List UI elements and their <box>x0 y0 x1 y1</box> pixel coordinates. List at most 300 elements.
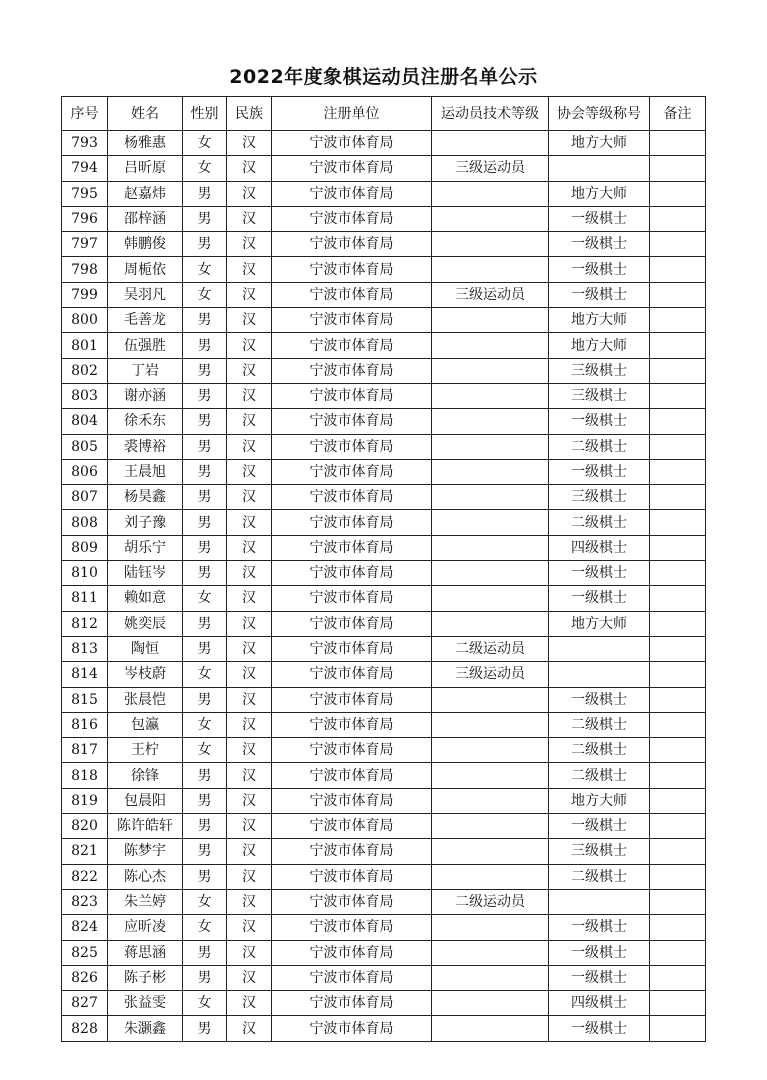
unit-cell: 宁波市体育局 <box>272 181 432 206</box>
unit-cell: 宁波市体育局 <box>272 636 432 661</box>
table-row <box>62 434 706 459</box>
gender-cell: 女 <box>183 991 227 1016</box>
seq-cell: 801 <box>62 333 108 358</box>
athlete-grade-cell <box>432 459 549 484</box>
ethnicity-cell: 汉 <box>227 1016 272 1041</box>
gender-cell: 男 <box>183 510 227 535</box>
header-gender: 性别 <box>183 97 227 131</box>
name-cell: 陈许皓轩 <box>108 814 183 839</box>
ethnicity-cell: 汉 <box>227 864 272 889</box>
seq-cell: 793 <box>62 131 108 156</box>
gender-cell: 女 <box>183 282 227 307</box>
name-cell: 刘子豫 <box>108 510 183 535</box>
gender-cell: 女 <box>183 889 227 914</box>
ethnicity-cell: 汉 <box>227 409 272 434</box>
unit-cell: 宁波市体育局 <box>272 535 432 560</box>
athlete-grade-cell <box>432 687 549 712</box>
seq-cell: 808 <box>62 510 108 535</box>
association-title-cell: 三级棋士 <box>549 839 650 864</box>
ethnicity-cell: 汉 <box>227 662 272 687</box>
athlete-grade-cell <box>432 915 549 940</box>
association-title-cell: 三级棋士 <box>549 383 650 408</box>
athlete-grade-cell <box>432 864 549 889</box>
ethnicity-cell: 汉 <box>227 636 272 661</box>
table-row <box>62 687 706 712</box>
athlete-grade-cell <box>432 358 549 383</box>
unit-cell: 宁波市体育局 <box>272 864 432 889</box>
association-title-cell: 一级棋士 <box>549 965 650 990</box>
unit-cell: 宁波市体育局 <box>272 257 432 282</box>
unit-cell: 宁波市体育局 <box>272 459 432 484</box>
seq-cell: 807 <box>62 485 108 510</box>
athlete-grade-cell <box>432 763 549 788</box>
association-title-cell: 四级棋士 <box>549 535 650 560</box>
unit-cell: 宁波市体育局 <box>272 232 432 257</box>
ethnicity-cell: 汉 <box>227 889 272 914</box>
remarks-cell <box>650 434 706 459</box>
table-row <box>62 156 706 181</box>
unit-cell: 宁波市体育局 <box>272 662 432 687</box>
seq-cell: 819 <box>62 788 108 813</box>
ethnicity-cell: 汉 <box>227 814 272 839</box>
gender-cell: 男 <box>183 687 227 712</box>
unit-cell: 宁波市体育局 <box>272 712 432 737</box>
table-row <box>62 232 706 257</box>
table-row <box>62 459 706 484</box>
remarks-cell <box>650 940 706 965</box>
remarks-cell <box>650 131 706 156</box>
unit-cell: 宁波市体育局 <box>272 586 432 611</box>
seq-cell: 825 <box>62 940 108 965</box>
table-row <box>62 662 706 687</box>
athlete-grade-cell: 二级运动员 <box>432 889 549 914</box>
header-remarks: 备注 <box>650 97 706 131</box>
unit-cell: 宁波市体育局 <box>272 763 432 788</box>
remarks-cell <box>650 561 706 586</box>
association-title-cell: 一级棋士 <box>549 940 650 965</box>
gender-cell: 男 <box>183 940 227 965</box>
unit-cell: 宁波市体育局 <box>272 308 432 333</box>
name-cell: 吴羽凡 <box>108 282 183 307</box>
ethnicity-cell: 汉 <box>227 485 272 510</box>
association-title-cell: 二级棋士 <box>549 712 650 737</box>
athlete-grade-cell <box>432 738 549 763</box>
unit-cell: 宁波市体育局 <box>272 839 432 864</box>
athlete-grade-cell <box>432 383 549 408</box>
unit-cell: 宁波市体育局 <box>272 510 432 535</box>
unit-cell: 宁波市体育局 <box>272 611 432 636</box>
table-row <box>62 561 706 586</box>
gender-cell: 男 <box>183 788 227 813</box>
header-athlete-grade: 运动员技术等级 <box>432 97 549 131</box>
athlete-grade-cell <box>432 940 549 965</box>
seq-cell: 812 <box>62 611 108 636</box>
seq-cell: 797 <box>62 232 108 257</box>
unit-cell: 宁波市体育局 <box>272 434 432 459</box>
remarks-cell <box>650 181 706 206</box>
ethnicity-cell: 汉 <box>227 206 272 231</box>
name-cell: 陈梦宇 <box>108 839 183 864</box>
name-cell: 周栀依 <box>108 257 183 282</box>
unit-cell: 宁波市体育局 <box>272 915 432 940</box>
name-cell: 杨昊鑫 <box>108 485 183 510</box>
remarks-cell <box>650 206 706 231</box>
table-row <box>62 383 706 408</box>
remarks-cell <box>650 156 706 181</box>
remarks-cell <box>650 1016 706 1041</box>
roster-body <box>62 131 706 1042</box>
gender-cell: 男 <box>183 206 227 231</box>
association-title-cell <box>549 156 650 181</box>
table-row <box>62 915 706 940</box>
name-cell: 王晨旭 <box>108 459 183 484</box>
athlete-grade-cell <box>432 232 549 257</box>
unit-cell: 宁波市体育局 <box>272 485 432 510</box>
association-title-cell <box>549 636 650 661</box>
name-cell: 杨雅惠 <box>108 131 183 156</box>
remarks-cell <box>650 763 706 788</box>
table-row <box>62 257 706 282</box>
ethnicity-cell: 汉 <box>227 131 272 156</box>
table-row <box>62 131 706 156</box>
gender-cell: 男 <box>183 763 227 788</box>
seq-cell: 805 <box>62 434 108 459</box>
header-seq: 序号 <box>62 97 108 131</box>
athlete-grade-cell <box>432 788 549 813</box>
gender-cell: 男 <box>183 409 227 434</box>
gender-cell: 男 <box>183 611 227 636</box>
unit-cell: 宁波市体育局 <box>272 940 432 965</box>
gender-cell: 女 <box>183 257 227 282</box>
association-title-cell: 二级棋士 <box>549 434 650 459</box>
unit-cell: 宁波市体育局 <box>272 206 432 231</box>
athlete-grade-cell <box>432 131 549 156</box>
name-cell: 岑枝蔚 <box>108 662 183 687</box>
gender-cell: 男 <box>183 383 227 408</box>
remarks-cell <box>650 358 706 383</box>
ethnicity-cell: 汉 <box>227 282 272 307</box>
remarks-cell <box>650 459 706 484</box>
document-title: 2022年度象棋运动员注册名单公示 <box>229 66 538 88</box>
ethnicity-cell: 汉 <box>227 333 272 358</box>
remarks-cell <box>650 712 706 737</box>
name-cell: 包晨阳 <box>108 788 183 813</box>
name-cell: 陈心杰 <box>108 864 183 889</box>
remarks-cell <box>650 485 706 510</box>
table-row <box>62 1016 706 1041</box>
table-row <box>62 409 706 434</box>
athlete-grade-cell <box>432 485 549 510</box>
seq-cell: 795 <box>62 181 108 206</box>
remarks-cell <box>650 510 706 535</box>
table-row <box>62 358 706 383</box>
remarks-cell <box>650 257 706 282</box>
athlete-grade-cell: 三级运动员 <box>432 662 549 687</box>
association-title-cell: 一级棋士 <box>549 915 650 940</box>
name-cell: 韩鹏俊 <box>108 232 183 257</box>
seq-cell: 811 <box>62 586 108 611</box>
athlete-grade-cell <box>432 409 549 434</box>
remarks-cell <box>650 687 706 712</box>
remarks-cell <box>650 636 706 661</box>
remarks-cell <box>650 282 706 307</box>
athlete-grade-cell <box>432 206 549 231</box>
ethnicity-cell: 汉 <box>227 763 272 788</box>
association-title-cell: 地方大师 <box>549 788 650 813</box>
association-title-cell: 二级棋士 <box>549 864 650 889</box>
athlete-grade-cell <box>432 586 549 611</box>
remarks-cell <box>650 864 706 889</box>
association-title-cell: 地方大师 <box>549 333 650 358</box>
table-row <box>62 763 706 788</box>
table-row <box>62 712 706 737</box>
header-name: 姓名 <box>108 97 183 131</box>
association-title-cell: 一级棋士 <box>549 232 650 257</box>
name-cell: 裘博裕 <box>108 434 183 459</box>
athlete-grade-cell <box>432 611 549 636</box>
unit-cell: 宁波市体育局 <box>272 889 432 914</box>
table-row <box>62 206 706 231</box>
seq-cell: 803 <box>62 383 108 408</box>
gender-cell: 男 <box>183 1016 227 1041</box>
name-cell: 王柠 <box>108 738 183 763</box>
athlete-grade-cell <box>432 308 549 333</box>
association-title-cell: 地方大师 <box>549 131 650 156</box>
association-title-cell: 一级棋士 <box>549 586 650 611</box>
seq-cell: 799 <box>62 282 108 307</box>
association-title-cell: 三级棋士 <box>549 485 650 510</box>
header-unit: 注册单位 <box>272 97 432 131</box>
ethnicity-cell: 汉 <box>227 459 272 484</box>
name-cell: 蒋思涵 <box>108 940 183 965</box>
association-title-cell: 一级棋士 <box>549 459 650 484</box>
unit-cell: 宁波市体育局 <box>272 965 432 990</box>
remarks-cell <box>650 814 706 839</box>
ethnicity-cell: 汉 <box>227 510 272 535</box>
name-cell: 徐禾东 <box>108 409 183 434</box>
table-row <box>62 889 706 914</box>
name-cell: 应昕凌 <box>108 915 183 940</box>
table-row <box>62 864 706 889</box>
seq-cell: 816 <box>62 712 108 737</box>
ethnicity-cell: 汉 <box>227 358 272 383</box>
ethnicity-cell: 汉 <box>227 156 272 181</box>
ethnicity-cell: 汉 <box>227 257 272 282</box>
name-cell: 吕昕原 <box>108 156 183 181</box>
remarks-cell <box>650 662 706 687</box>
ethnicity-cell: 汉 <box>227 738 272 763</box>
seq-cell: 804 <box>62 409 108 434</box>
name-cell: 徐锋 <box>108 763 183 788</box>
unit-cell: 宁波市体育局 <box>272 738 432 763</box>
seq-cell: 814 <box>62 662 108 687</box>
gender-cell: 男 <box>183 636 227 661</box>
association-title-cell: 一级棋士 <box>549 687 650 712</box>
seq-cell: 813 <box>62 636 108 661</box>
gender-cell: 男 <box>183 485 227 510</box>
seq-cell: 820 <box>62 814 108 839</box>
seq-cell: 826 <box>62 965 108 990</box>
table-row <box>62 586 706 611</box>
name-cell: 赵嘉炜 <box>108 181 183 206</box>
remarks-cell <box>650 991 706 1016</box>
remarks-cell <box>650 383 706 408</box>
association-title-cell: 四级棋士 <box>549 991 650 1016</box>
seq-cell: 796 <box>62 206 108 231</box>
ethnicity-cell: 汉 <box>227 308 272 333</box>
header-association-title: 协会等级称号 <box>549 97 650 131</box>
gender-cell: 男 <box>183 434 227 459</box>
header-ethnicity: 民族 <box>227 97 272 131</box>
gender-cell: 男 <box>183 965 227 990</box>
remarks-cell <box>650 889 706 914</box>
athlete-grade-cell <box>432 561 549 586</box>
table-row <box>62 839 706 864</box>
name-cell: 陆钰岑 <box>108 561 183 586</box>
association-title-cell: 三级棋士 <box>549 358 650 383</box>
remarks-cell <box>650 308 706 333</box>
association-title-cell: 二级棋士 <box>549 763 650 788</box>
name-cell: 毛善龙 <box>108 308 183 333</box>
association-title-cell: 一级棋士 <box>549 1016 650 1041</box>
table-row <box>62 535 706 560</box>
association-title-cell: 地方大师 <box>549 181 650 206</box>
table-row <box>62 308 706 333</box>
association-title-cell: 二级棋士 <box>549 510 650 535</box>
name-cell: 伍强胜 <box>108 333 183 358</box>
ethnicity-cell: 汉 <box>227 940 272 965</box>
unit-cell: 宁波市体育局 <box>272 687 432 712</box>
athlete-grade-cell <box>432 965 549 990</box>
remarks-cell <box>650 611 706 636</box>
association-title-cell: 一级棋士 <box>549 814 650 839</box>
gender-cell: 女 <box>183 712 227 737</box>
unit-cell: 宁波市体育局 <box>272 333 432 358</box>
unit-cell: 宁波市体育局 <box>272 814 432 839</box>
gender-cell: 女 <box>183 662 227 687</box>
ethnicity-cell: 汉 <box>227 434 272 459</box>
association-title-cell: 一级棋士 <box>549 561 650 586</box>
name-cell: 张晨恺 <box>108 687 183 712</box>
remarks-cell <box>650 915 706 940</box>
remarks-cell <box>650 535 706 560</box>
table-row <box>62 738 706 763</box>
athlete-grade-cell <box>432 181 549 206</box>
association-title-cell: 二级棋士 <box>549 738 650 763</box>
table-row <box>62 282 706 307</box>
ethnicity-cell: 汉 <box>227 991 272 1016</box>
association-title-cell <box>549 889 650 914</box>
unit-cell: 宁波市体育局 <box>272 358 432 383</box>
unit-cell: 宁波市体育局 <box>272 131 432 156</box>
name-cell: 陶恒 <box>108 636 183 661</box>
table-row <box>62 991 706 1016</box>
seq-cell: 800 <box>62 308 108 333</box>
unit-cell: 宁波市体育局 <box>272 788 432 813</box>
gender-cell: 男 <box>183 308 227 333</box>
association-title-cell: 地方大师 <box>549 308 650 333</box>
seq-cell: 817 <box>62 738 108 763</box>
gender-cell: 男 <box>183 333 227 358</box>
header-row <box>62 97 706 131</box>
remarks-cell <box>650 409 706 434</box>
unit-cell: 宁波市体育局 <box>272 1016 432 1041</box>
table-row <box>62 510 706 535</box>
association-title-cell: 地方大师 <box>549 611 650 636</box>
table-row <box>62 485 706 510</box>
seq-cell: 828 <box>62 1016 108 1041</box>
ethnicity-cell: 汉 <box>227 181 272 206</box>
unit-cell: 宁波市体育局 <box>272 991 432 1016</box>
ethnicity-cell: 汉 <box>227 788 272 813</box>
gender-cell: 女 <box>183 738 227 763</box>
gender-cell: 男 <box>183 181 227 206</box>
athlete-grade-cell: 二级运动员 <box>432 636 549 661</box>
table-row <box>62 788 706 813</box>
gender-cell: 男 <box>183 839 227 864</box>
unit-cell: 宁波市体育局 <box>272 561 432 586</box>
table-row <box>62 333 706 358</box>
ethnicity-cell: 汉 <box>227 839 272 864</box>
ethnicity-cell: 汉 <box>227 232 272 257</box>
athlete-grade-cell: 三级运动员 <box>432 282 549 307</box>
ethnicity-cell: 汉 <box>227 712 272 737</box>
athlete-grade-cell <box>432 839 549 864</box>
gender-cell: 男 <box>183 358 227 383</box>
remarks-cell <box>650 586 706 611</box>
gender-cell: 男 <box>183 535 227 560</box>
ethnicity-cell: 汉 <box>227 611 272 636</box>
gender-cell: 女 <box>183 156 227 181</box>
unit-cell: 宁波市体育局 <box>272 156 432 181</box>
roster-table <box>61 96 706 1042</box>
athlete-grade-cell <box>432 1016 549 1041</box>
gender-cell: 男 <box>183 814 227 839</box>
ethnicity-cell: 汉 <box>227 915 272 940</box>
table-row <box>62 636 706 661</box>
ethnicity-cell: 汉 <box>227 383 272 408</box>
gender-cell: 男 <box>183 459 227 484</box>
gender-cell: 男 <box>183 561 227 586</box>
name-cell: 包瀛 <box>108 712 183 737</box>
table-row <box>62 940 706 965</box>
name-cell: 朱兰婷 <box>108 889 183 914</box>
association-title-cell: 一级棋士 <box>549 206 650 231</box>
seq-cell: 815 <box>62 687 108 712</box>
association-title-cell: 一级棋士 <box>549 257 650 282</box>
athlete-grade-cell <box>432 510 549 535</box>
name-cell: 朱灏鑫 <box>108 1016 183 1041</box>
gender-cell: 女 <box>183 915 227 940</box>
seq-cell: 810 <box>62 561 108 586</box>
seq-cell: 794 <box>62 156 108 181</box>
name-cell: 赖如意 <box>108 586 183 611</box>
association-title-cell: 一级棋士 <box>549 409 650 434</box>
remarks-cell <box>650 965 706 990</box>
remarks-cell <box>650 232 706 257</box>
athlete-grade-cell: 三级运动员 <box>432 156 549 181</box>
gender-cell: 男 <box>183 864 227 889</box>
seq-cell: 822 <box>62 864 108 889</box>
name-cell: 胡乐宁 <box>108 535 183 560</box>
table-row <box>62 965 706 990</box>
seq-cell: 806 <box>62 459 108 484</box>
name-cell: 姚奕辰 <box>108 611 183 636</box>
gender-cell: 女 <box>183 586 227 611</box>
seq-cell: 823 <box>62 889 108 914</box>
athlete-grade-cell <box>432 535 549 560</box>
name-cell: 陈子彬 <box>108 965 183 990</box>
